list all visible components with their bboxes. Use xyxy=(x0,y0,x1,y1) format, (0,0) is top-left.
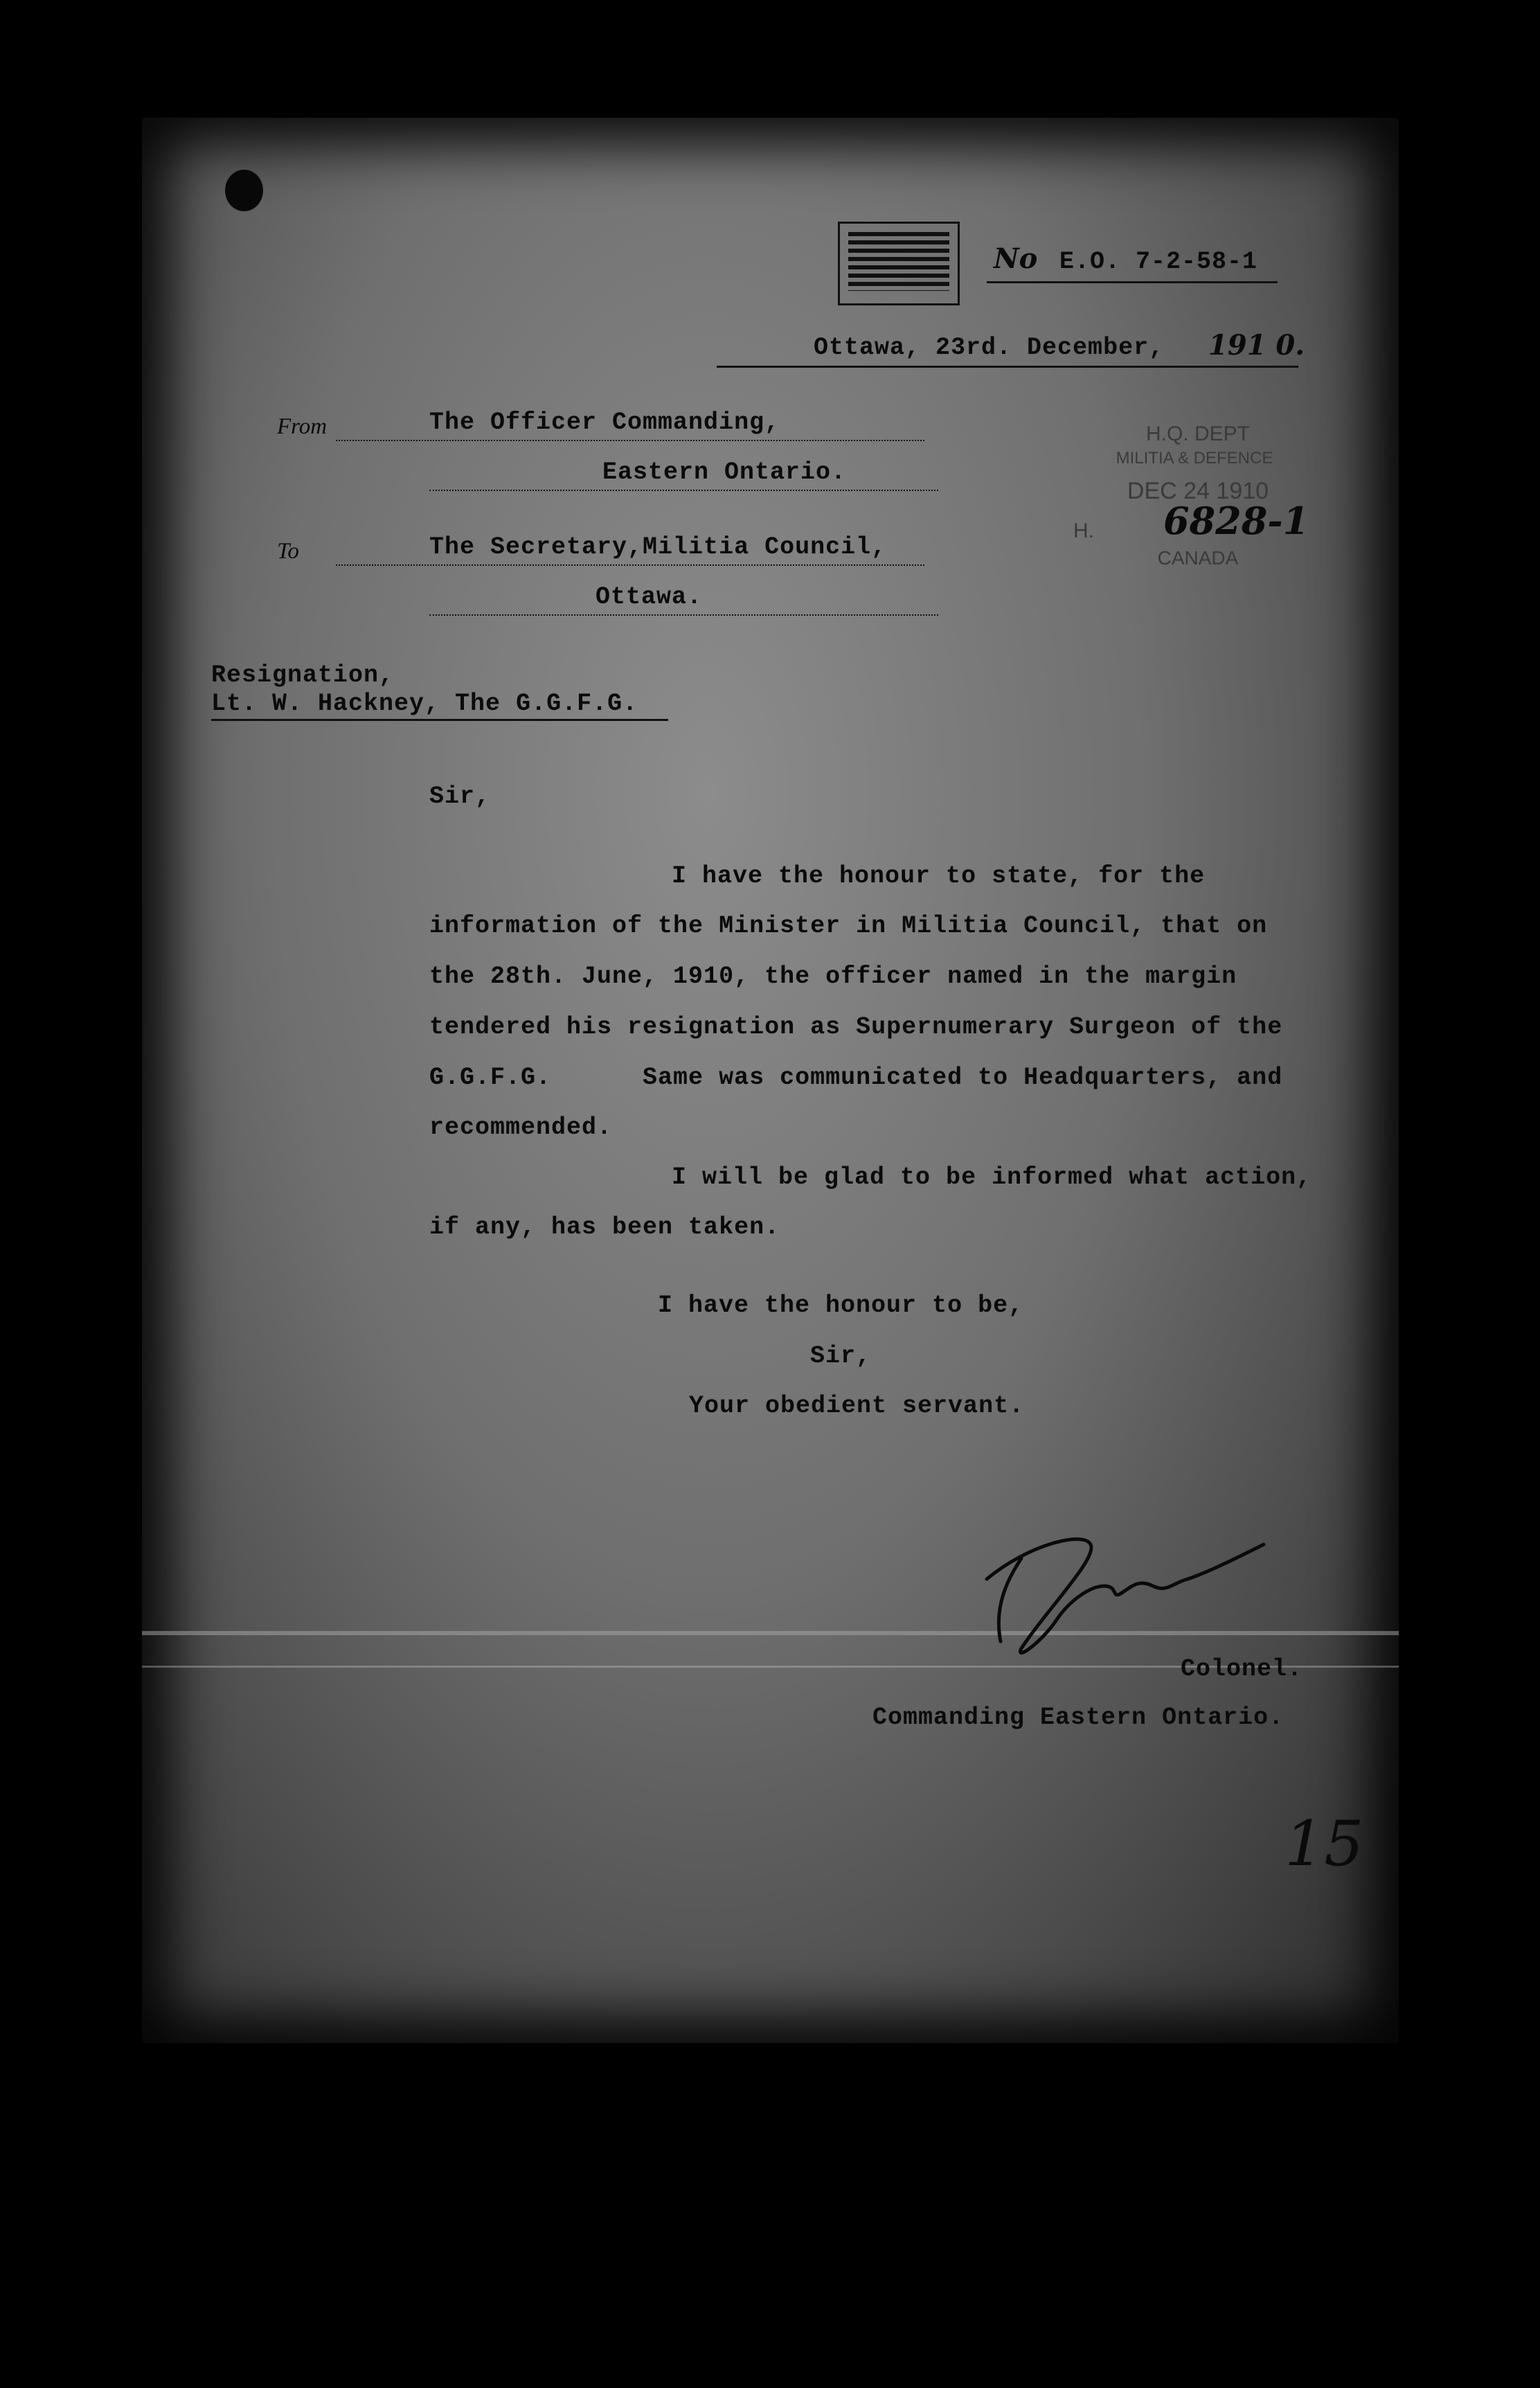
body-line: the 28th. June, 1910, the officer named in the margin xyxy=(429,963,1237,990)
body-line: I will be glad to be informed what action, xyxy=(672,1164,1312,1191)
date-year: 191 0. xyxy=(1208,329,1305,362)
closing-line1: I have the honour to be, xyxy=(658,1292,1024,1319)
from-line1-rule xyxy=(336,440,924,441)
date-line: Ottawa, 23rd. December, xyxy=(814,334,1165,362)
closing-line3: Your obedient servant. xyxy=(689,1392,1025,1420)
to-line2: Ottawa. xyxy=(596,583,703,611)
subject-line1: Resignation, xyxy=(211,661,395,689)
subject-line2: Lt. W. Hackney, The G.G.F.G. xyxy=(211,690,638,718)
body-line: recommended. xyxy=(429,1114,613,1141)
signature-title: Commanding Eastern Ontario. xyxy=(872,1704,1284,1731)
signature-rank: Colonel. xyxy=(1181,1655,1303,1683)
body-line: information of the Minister in Militia Council, that on xyxy=(429,912,1268,940)
body-line: I have the honour to state, for the xyxy=(672,862,1206,890)
body-line: if any, has been taken. xyxy=(429,1213,780,1241)
page-mark: 15 xyxy=(1284,1808,1364,1880)
received-stamp-date: DEC 24 1910 xyxy=(1127,478,1269,504)
handwritten-signature xyxy=(945,1503,1291,1662)
ink-blot xyxy=(225,170,263,211)
to-line1-rule xyxy=(336,564,924,566)
from-line2: Eastern Ontario. xyxy=(602,458,847,486)
to-label: To xyxy=(277,539,299,564)
to-line1: The Secretary,Militia Council, xyxy=(429,533,887,561)
received-stamp-line2: MILITIA & DEFENCE xyxy=(1116,449,1273,467)
file-ref-prefix: No xyxy=(994,242,1038,275)
to-line2-rule xyxy=(429,614,938,616)
from-line1: The Officer Commanding, xyxy=(429,409,780,436)
received-stamp-country: CANADA xyxy=(1157,547,1239,569)
registry-box-stamp xyxy=(838,222,960,305)
body-line: tendered his resignation as Supernumerary Surgeon of the xyxy=(429,1013,1283,1041)
body-line: G.G.F.G. Same was communicated to Headquarters, and xyxy=(429,1064,1283,1091)
date-underline xyxy=(717,366,1298,368)
received-stamp-line1: H.Q. DEPT xyxy=(1145,422,1250,445)
letter-page xyxy=(142,118,1399,2043)
received-stamp-prefix: H. xyxy=(1073,519,1094,542)
file-ref-underline xyxy=(987,281,1278,283)
file-ref-number: E.O. 7-2-58-1 xyxy=(1059,248,1258,276)
from-label: From xyxy=(277,414,328,439)
from-line2-rule xyxy=(429,490,938,491)
subject-underline xyxy=(211,719,668,721)
received-stamp-number: 6828-1 xyxy=(1163,499,1309,543)
salutation: Sir, xyxy=(429,783,491,810)
closing-line2: Sir, xyxy=(810,1342,872,1370)
